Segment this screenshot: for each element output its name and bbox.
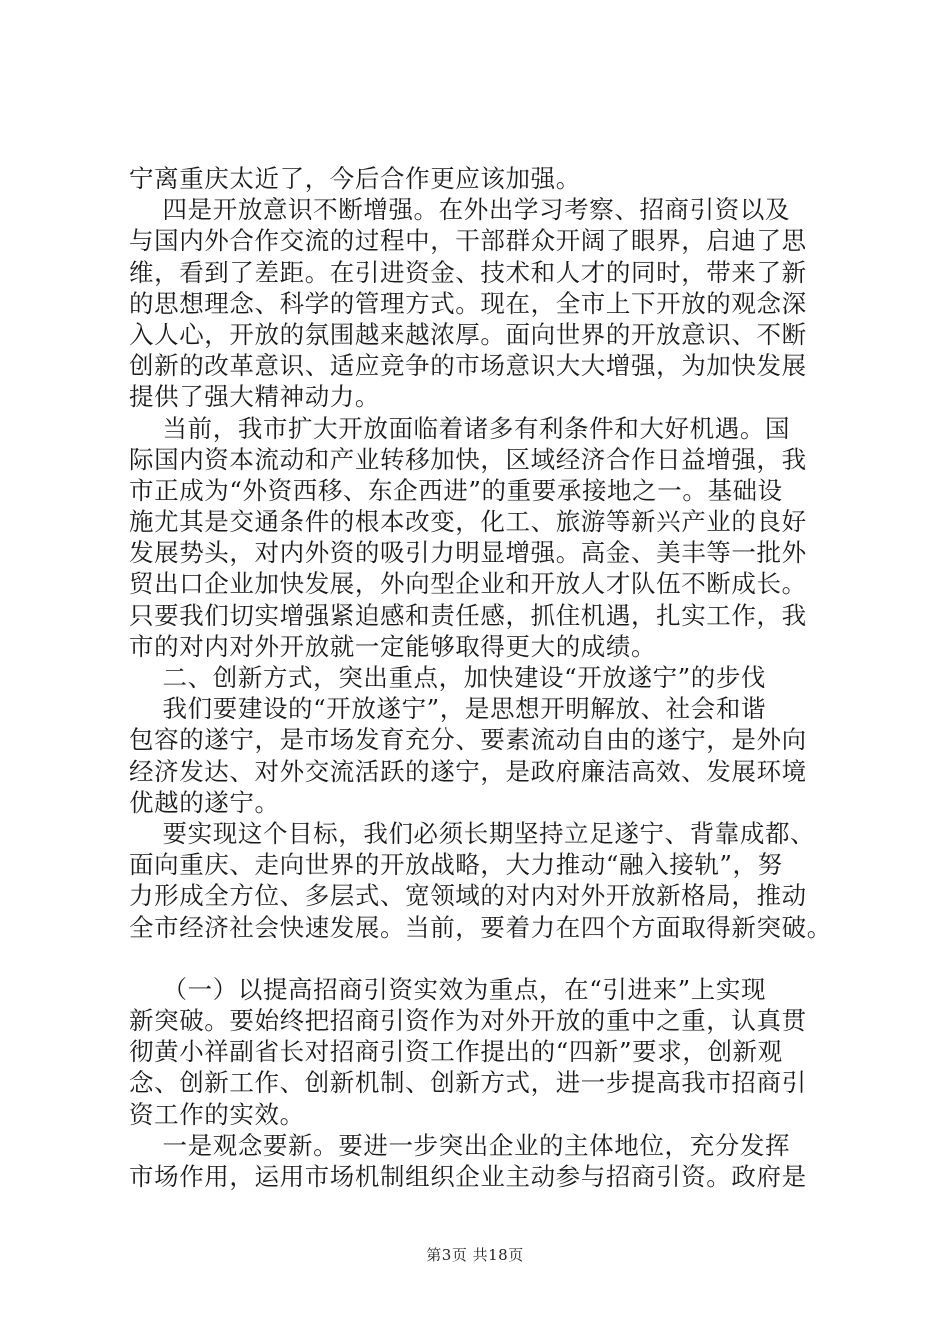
- text-line: 的思想理念、科学的管理方式。现在，全市上下开放的观念深: [129, 288, 807, 318]
- text-line: 经济发达、对外交流活跃的遂宁，是政府廉洁高效、发展环境: [129, 756, 807, 786]
- text-line: 维，看到了差距。在引进资金、技术和人才的同时，带来了新: [129, 257, 807, 287]
- text-line: 只要我们切实增强紧迫感和责任感，抓住机遇，扎实工作，我: [129, 600, 807, 630]
- text-line: 四是开放意识不断增强。在外出学习考察、招商引资以及: [129, 195, 791, 225]
- text-line: 发展势头，对内外资的吸引力明显增强。高金、美丰等一批外: [129, 538, 807, 568]
- text-line: 当前，我市扩大开放面临着诸多有利条件和大好机遇。国: [129, 413, 791, 443]
- text-line: 二、创新方式，突出重点，加快建设“开放遂宁”的步伐: [129, 663, 767, 692]
- blank-line: [129, 943, 829, 974]
- text-line: 一是观念要新。要进一步突出企业的主体地位，充分发挥: [129, 1130, 791, 1160]
- text-line: 市正成为“外资西移、东企西进”的重要承接地之一。基础设: [129, 475, 783, 505]
- document-body: [129, 163, 832, 1192]
- text-line: 与国内外合作交流的过程中，干部群众开阔了眼界，启迪了思: [129, 226, 807, 256]
- text-line: 包容的遂宁，是市场发育充分、要素流动自由的遂宁，是外向: [129, 725, 807, 755]
- text-line: 面向重庆、走向世界的开放战略，大力推动“融入接轨”，努: [129, 850, 783, 880]
- text-line: 施尤其是交通条件的根本改变，化工、旅游等新兴产业的良好: [129, 507, 807, 537]
- text-line: 入人心，开放的氛围越来越浓厚。面向世界的开放意识、不断: [129, 319, 807, 349]
- text-line: 贸出口企业加快发展，外向型企业和开放人才队伍不断成长。: [129, 569, 807, 599]
- text-line: 我们要建设的“开放遂宁”，是思想开明解放、社会和谐: [129, 694, 767, 724]
- page-footer: 第3页 共18页: [426, 1246, 524, 1264]
- text-line: 提供了强大精神动力。: [129, 382, 380, 412]
- text-line: （一）以提高招商引资实效为重点，在“引进来”上实现: [129, 974, 767, 1004]
- text-line: 创新的改革意识、适应竞争的市场意识大大增强，为加快发展: [129, 351, 807, 381]
- text-line: 新突破。要始终把招商引资作为对外开放的重中之重，认真贯: [129, 1006, 807, 1036]
- text-line: 宁离重庆太近了，今后合作更应该加强。: [129, 164, 581, 193]
- text-line: 全市经济社会快速发展。当前，要着力在四个方面取得新突破。: [129, 912, 832, 942]
- text-line: 彻黄小祥副省长对招商引资工作提出的“四新”要求，创新观: [129, 1037, 783, 1067]
- text-line: 优越的遂宁。: [129, 787, 280, 817]
- text-line: 力形成全方位、多层式、宽领域的对内对外开放新格局，推动: [129, 881, 807, 911]
- text-line: 市场作用，运用市场机制组织企业主动参与招商引资。政府是: [129, 1162, 807, 1191]
- text-line: 际国内资本流动和产业转移加快，区域经济合作日益增强，我: [129, 444, 807, 474]
- text-line: 资工作的实效。: [129, 1099, 305, 1129]
- text-line: 念、创新工作、创新机制、创新方式，进一步提高我市招商引: [129, 1068, 807, 1098]
- text-line: 要实现这个目标，我们必须长期坚持立足遂宁、背靠成都、: [129, 818, 816, 848]
- text-line: 市的对内对外开放就一定能够取得更大的成绩。: [129, 631, 657, 661]
